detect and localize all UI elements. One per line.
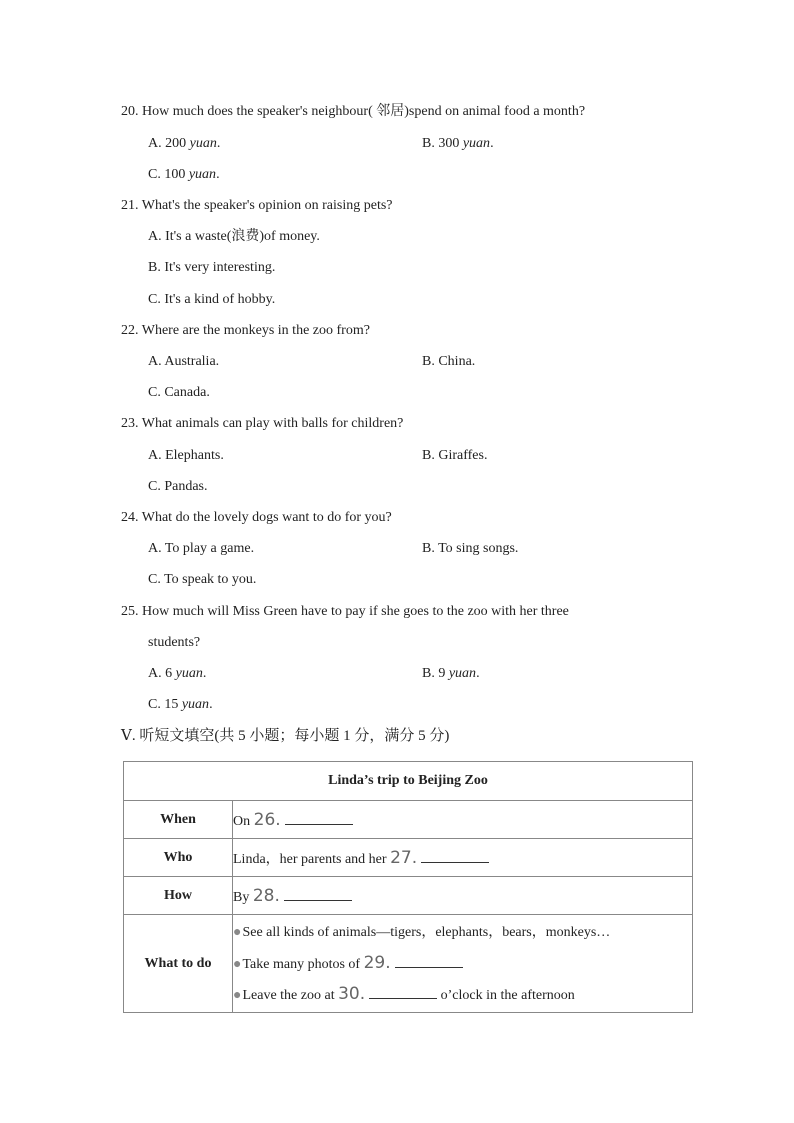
question-23: 23. What animals can play with balls for children? bbox=[121, 416, 404, 431]
question-24: 24. What do the lovely dogs want to do for you? bbox=[121, 510, 392, 525]
question-25: 25. How much will Miss Green have to pay if she goes to the zoo with her three bbox=[121, 604, 569, 619]
answer-blank-28[interactable] bbox=[284, 888, 352, 901]
option-25a: A. 6 yuan. bbox=[148, 666, 207, 681]
todo-item-1: ●See all kinds of animals—tigers，elephants，bears，monkeys… bbox=[233, 925, 611, 940]
who-value: Linda，her parents and her 27. bbox=[233, 839, 693, 877]
question-20: 20. How much does the speaker's neighbour( 邻居)spend on animal food a month? bbox=[121, 104, 586, 119]
option-25c: C. 15 yuan. bbox=[148, 697, 213, 712]
option-23b: B. Giraffes. bbox=[422, 448, 488, 463]
option-22c: C. Canada. bbox=[148, 385, 210, 400]
option-20a: A. 200 yuan. bbox=[148, 136, 221, 151]
option-24b: B. To sing songs. bbox=[422, 541, 519, 556]
blank-number-28: 28. bbox=[252, 885, 280, 906]
answer-blank-26[interactable] bbox=[285, 812, 353, 825]
bullet-icon: ● bbox=[233, 957, 242, 972]
todo-list bbox=[233, 915, 693, 1013]
option-24a: A. To play a game. bbox=[148, 541, 255, 556]
todo-item-3: ●Leave the zoo at 30. o’clock in the afternoon bbox=[233, 984, 575, 1004]
trip-table bbox=[123, 761, 693, 1013]
option-21c: C. It's a kind of hobby. bbox=[148, 292, 276, 307]
bullet-icon: ● bbox=[233, 925, 242, 940]
option-24c: C. To speak to you. bbox=[148, 572, 257, 587]
todo-item-2: ●Take many photos of 29. bbox=[233, 948, 692, 979]
question-25-cont: students? bbox=[148, 635, 201, 650]
option-23a: A. Elephants. bbox=[148, 448, 224, 463]
when-value: On 26. bbox=[233, 801, 693, 839]
section-heading: Ⅴ. 听短文填空(共 5 小题；每小题 1 分，满分 5 分) bbox=[121, 728, 450, 744]
blank-number-27: 27. bbox=[390, 847, 418, 868]
when-label: When bbox=[124, 801, 233, 839]
option-21a: A. It's a waste(浪费)of money. bbox=[148, 229, 320, 244]
blank-number-29: 29. bbox=[363, 953, 391, 973]
table-title: Linda’s trip to Beijing Zoo bbox=[124, 762, 693, 801]
who-label: Who bbox=[124, 839, 233, 877]
todo-label: What to do bbox=[124, 915, 233, 1013]
option-21b: B. It's very interesting. bbox=[148, 260, 276, 275]
answer-blank-30[interactable] bbox=[369, 986, 437, 999]
option-22b: B. China. bbox=[422, 354, 476, 369]
blank-number-30: 30. bbox=[338, 984, 366, 1004]
option-25b: B. 9 yuan. bbox=[422, 666, 480, 681]
blank-number-26: 26. bbox=[253, 809, 281, 830]
option-20c: C. 100 yuan. bbox=[148, 167, 220, 182]
question-22: 22. Where are the monkeys in the zoo from? bbox=[121, 323, 370, 338]
option-22a: A. Australia. bbox=[148, 354, 220, 369]
how-label: How bbox=[124, 877, 233, 915]
how-value: By 28. bbox=[233, 877, 693, 915]
bullet-icon: ● bbox=[233, 988, 242, 1003]
answer-blank-27[interactable] bbox=[421, 850, 489, 863]
option-23c: C. Pandas. bbox=[148, 479, 208, 494]
question-21: 21. What's the speaker's opinion on raising pets? bbox=[121, 198, 393, 213]
answer-blank-29[interactable] bbox=[395, 955, 463, 968]
option-20b: B. 300 yuan. bbox=[422, 136, 494, 151]
